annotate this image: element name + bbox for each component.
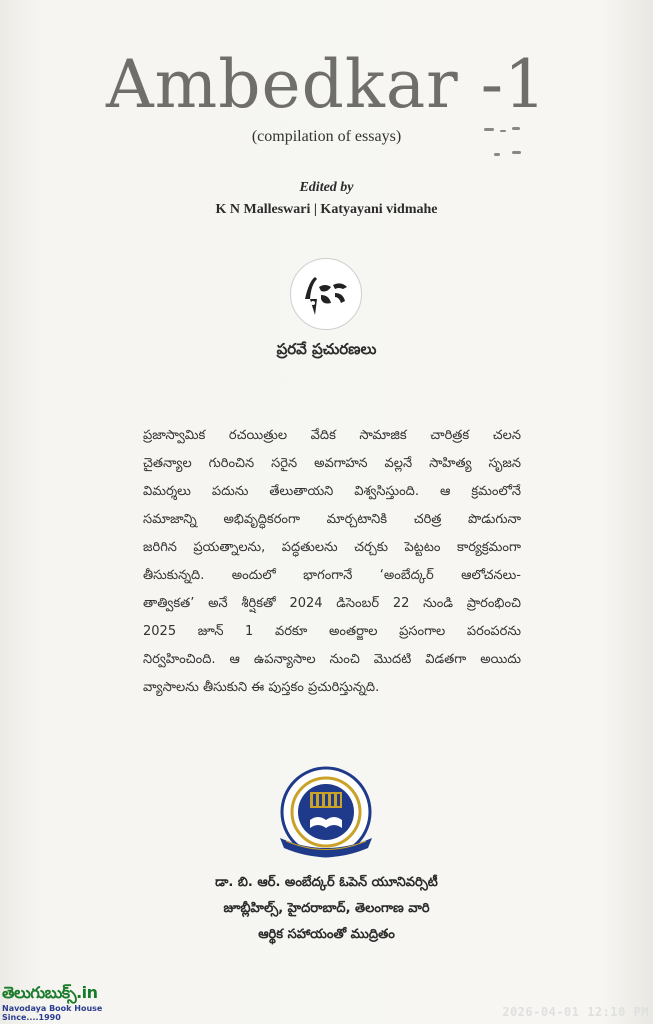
university-seal-icon	[272, 762, 380, 870]
edited-by-label: Edited by	[299, 180, 354, 195]
book-subtitle: (compilation of essays)	[251, 128, 402, 145]
publisher-logo-icon	[290, 258, 362, 330]
blurb-line: ప్రజాస్వామిక రచయిత్రుల వేదిక సామాజిక చారిత్రక చలన	[143, 428, 521, 443]
editor-names: K N Malleswari | Katyayani vidmahe	[215, 202, 438, 217]
photo-timestamp: 2026-04-01 12:10 PM	[502, 1005, 649, 1019]
sponsor-line: ఆర్థిక సహాయంతో ముద్రితం	[258, 927, 395, 942]
blurb-line: వ్యాసాలను తీసుకుని ఈ పుస్తకం ప్రచురిస్తున్నది.	[143, 680, 380, 695]
watermark-tagline: Navodaya Book House Since....1990	[2, 1004, 103, 1022]
blurb-line: విమర్శలు పదును తేలుతాయని విశ్వసిస్తుంది. ఆ క్రమంలోనే	[143, 484, 521, 499]
blurb-paragraph	[143, 422, 521, 702]
sponsor-line: డా. బి. ఆర్. అంబేద్కర్ ఓపెన్ యూనివర్సిటీ	[215, 875, 438, 890]
blurb-line: తాత్వికత’ అనే శీర్షికతో 2024 డిసెంబర్ 22 నుండి ప్రారంభించి	[143, 596, 521, 611]
watermark-brand	[2, 983, 130, 1006]
blurb-line: తీసుకున్నది. అందులో భాగంగానే ‘అంబేద్కర్ ఆలోచనలు-	[143, 568, 521, 583]
print-speck	[512, 151, 521, 154]
sponsor-credit	[0, 870, 653, 948]
blurb-line: 2025 జూన్ 1 వరకూ అంతర్జాల ప్రసంగాల పరంపరను	[143, 624, 521, 639]
blurb-line: జరిగిన ప్రయత్నాలను, పద్ధతులను చర్చకు పెట్టటం కార్యక్రమంగా	[143, 540, 521, 555]
book-title: Ambedkar -1	[106, 46, 547, 123]
blurb-line: సమాజాన్ని అభివృద్ధికరంగా మార్చటానికి చరిత్ర పొడుగునా	[143, 512, 521, 527]
print-speck	[494, 153, 500, 156]
watermark-domain: .in	[76, 983, 98, 1002]
publisher-name: ప్రరవే ప్రచురణలు	[276, 340, 377, 358]
blurb-line: నిర్వహించింది. ఆ ఉపన్యాసాల నుంచి మొదటి విడతగా అయిదు	[143, 652, 521, 667]
store-watermark	[2, 983, 130, 1022]
sponsor-line: జూబ్లీహిల్స్, హైదరాబాద్, తెలంగాణ వారి	[223, 901, 430, 916]
watermark-brand-text: తెలుగుబుక్స్	[2, 983, 77, 1002]
blurb-line: చైతన్యాల గురించిన సరైన అవగాహన వల్లనే సాహిత్య సృజన	[143, 456, 521, 471]
